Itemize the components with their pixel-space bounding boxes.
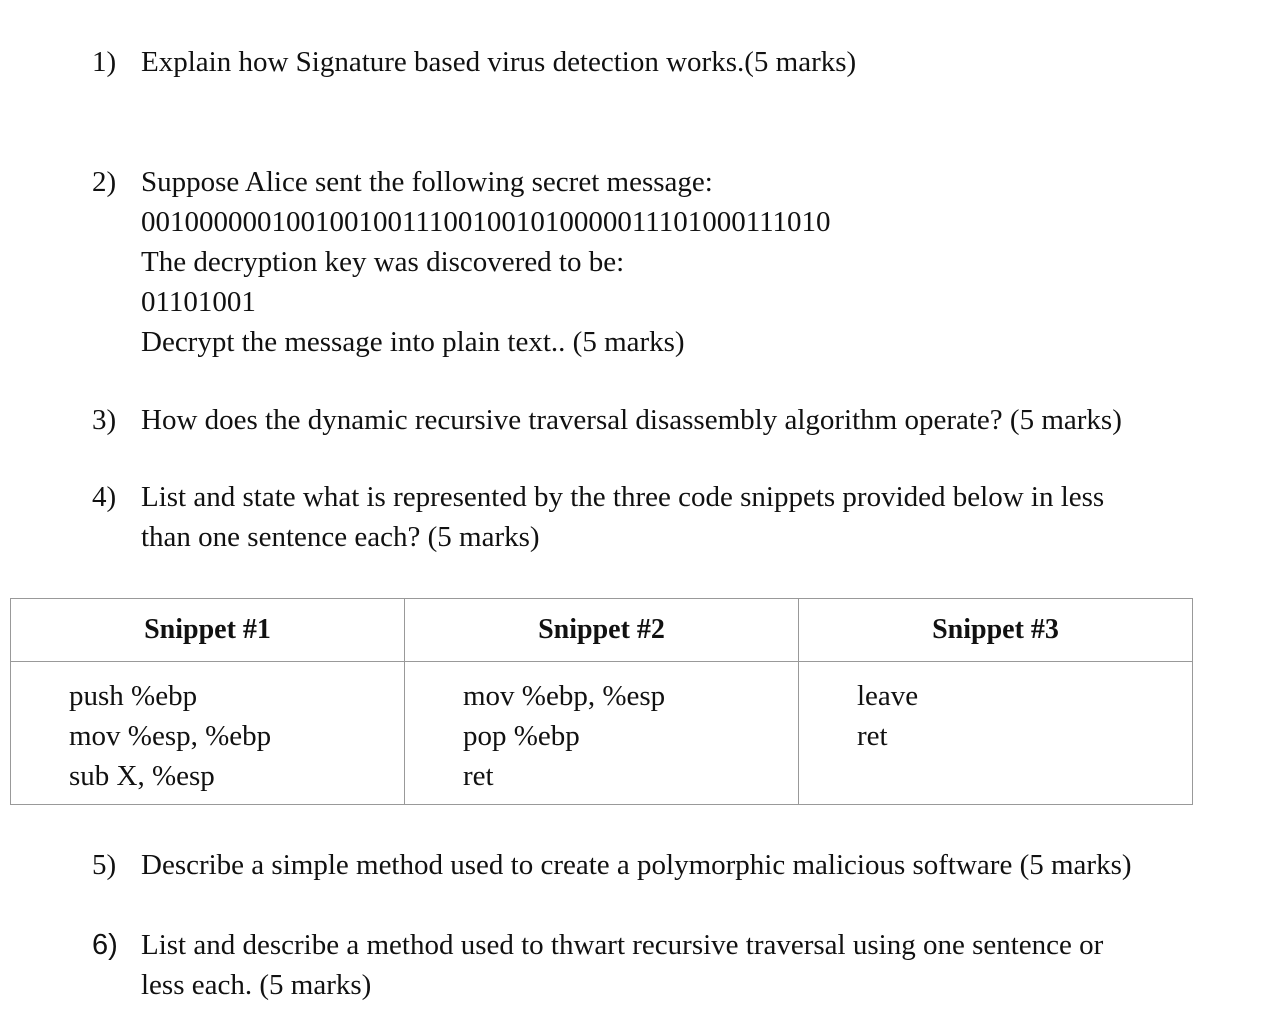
code-line: pop %ebp	[463, 720, 580, 752]
question-number: 2)	[92, 166, 117, 198]
ciphertext: 001000000100100100111001001010000011101000111010	[141, 206, 831, 238]
question-number: 1)	[92, 46, 117, 78]
snippet-header: Snippet #3	[799, 599, 1193, 662]
question-number: 6)	[92, 929, 118, 961]
snippet-header: Snippet #2	[405, 599, 799, 662]
question-5	[92, 845, 1132, 885]
question-2	[92, 162, 831, 362]
question-text: Explain how Signature based virus detection works.(5 marks)	[141, 46, 857, 78]
question-text: How does the dynamic recursive traversal disassembly algorithm operate? (5 marks)	[141, 404, 1122, 436]
question-text: than one sentence each? (5 marks)	[141, 521, 540, 553]
decryption-key: 01101001	[141, 286, 256, 318]
question-text: Suppose Alice sent the following secret message:	[141, 166, 713, 198]
question-text: List and describe a method used to thwart recursive traversal using one sentence or	[141, 929, 1104, 961]
code-line: ret	[463, 760, 494, 792]
question-4	[92, 477, 1104, 557]
question-text: less each. (5 marks)	[141, 969, 372, 1001]
question-6	[92, 925, 1103, 1005]
code-line: leave	[857, 680, 919, 712]
question-number: 4)	[92, 481, 117, 513]
code-line: mov %ebp, %esp	[463, 680, 666, 712]
snippet-header: Snippet #1	[11, 599, 405, 662]
question-number: 5)	[92, 849, 117, 881]
snippet-1-code	[11, 662, 405, 805]
question-1	[92, 42, 856, 82]
snippet-3-code	[799, 662, 1193, 805]
question-text: Decrypt the message into plain text.. (5 marks)	[141, 326, 685, 358]
snippets-table	[10, 598, 1193, 805]
snippet-2-code	[405, 662, 799, 805]
code-line: sub X, %esp	[69, 760, 215, 792]
code-line: ret	[857, 720, 888, 752]
question-3	[92, 400, 1122, 440]
question-number: 3)	[92, 404, 117, 436]
code-line: push %ebp	[69, 680, 198, 712]
code-line: mov %esp, %ebp	[69, 720, 272, 752]
question-text: List and state what is represented by the three code snippets provided below in less	[141, 481, 1105, 513]
question-text: Describe a simple method used to create a polymorphic malicious software (5 marks)	[141, 849, 1132, 881]
question-text: The decryption key was discovered to be:	[141, 246, 625, 278]
